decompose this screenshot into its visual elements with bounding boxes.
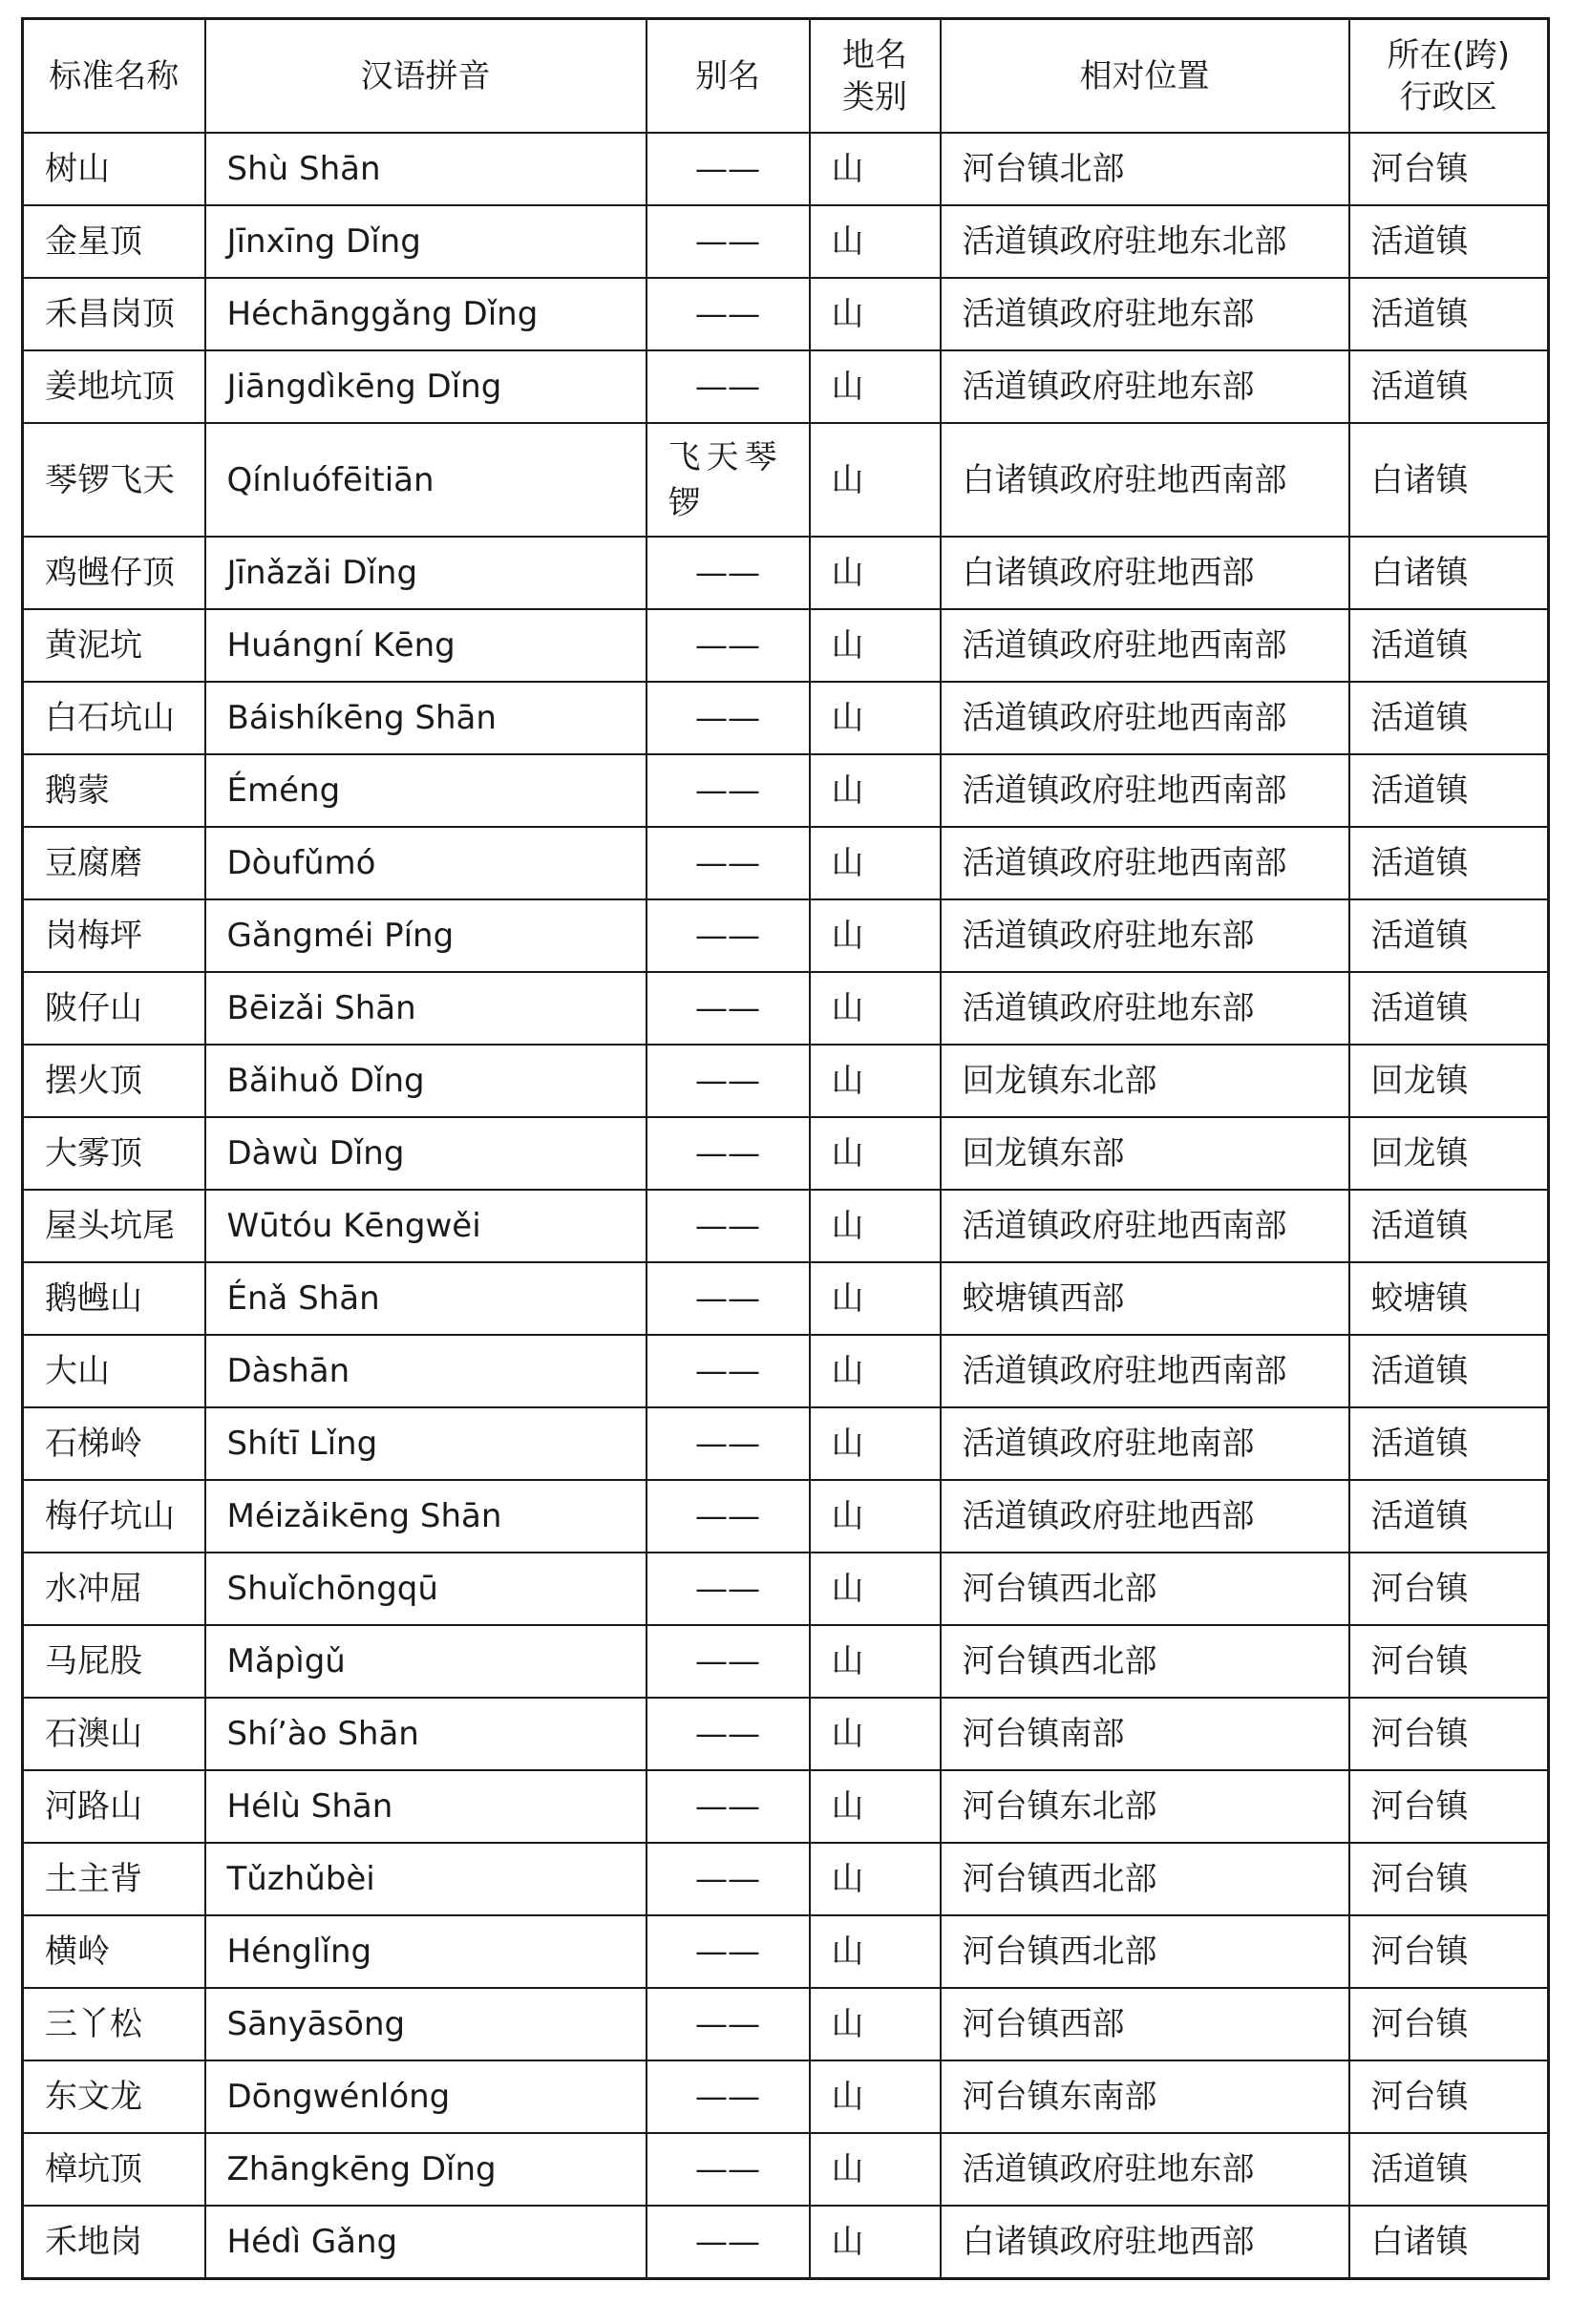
cell-standard-name: 东文龙 bbox=[23, 2060, 205, 2133]
cell-alias: —— bbox=[647, 133, 810, 205]
cell-pinyin: Jīnǎzǎi Dǐng bbox=[205, 537, 647, 609]
cell-pinyin: Hédì Gǎng bbox=[205, 2206, 647, 2279]
cell-relative-location: 活道镇政府驻地东部 bbox=[941, 2133, 1349, 2206]
cell-alias: —— bbox=[647, 1117, 810, 1190]
cell-pinyin: Báishíkēng Shān bbox=[205, 682, 647, 754]
cell-pinyin: Jīnxīng Dǐng bbox=[205, 205, 647, 278]
cell-administrative-division: 活道镇 bbox=[1349, 278, 1549, 350]
cell-standard-name: 鹅蒙 bbox=[23, 754, 205, 827]
cell-pinyin: Hénglǐng bbox=[205, 1915, 647, 1988]
cell-standard-name: 摆火顶 bbox=[23, 1045, 205, 1117]
table-row bbox=[23, 2060, 1549, 2133]
cell-alias: —— bbox=[647, 1625, 810, 1698]
cell-relative-location: 河台镇南部 bbox=[941, 1698, 1349, 1770]
cell-pinyin: Dàwù Dǐng bbox=[205, 1117, 647, 1190]
table-row bbox=[23, 899, 1549, 972]
cell-administrative-division: 河台镇 bbox=[1349, 1553, 1549, 1625]
cell-pinyin: Shuǐchōngqū bbox=[205, 1553, 647, 1625]
cell-relative-location: 活道镇政府驻地西南部 bbox=[941, 827, 1349, 899]
cell-standard-name: 樟坑顶 bbox=[23, 2133, 205, 2206]
header-division-line1: 所在(跨) bbox=[1387, 35, 1511, 74]
cell-relative-location: 河台镇西部 bbox=[941, 1988, 1349, 2060]
cell-administrative-division: 活道镇 bbox=[1349, 754, 1549, 827]
cell-relative-location: 活道镇政府驻地西南部 bbox=[941, 1190, 1349, 1262]
cell-category: 山 bbox=[810, 1843, 941, 1915]
table-row bbox=[23, 827, 1549, 899]
cell-standard-name: 岗梅坪 bbox=[23, 899, 205, 972]
cell-relative-location: 活道镇政府驻地西南部 bbox=[941, 609, 1349, 682]
cell-category: 山 bbox=[810, 350, 941, 423]
cell-pinyin: Hélù Shān bbox=[205, 1770, 647, 1843]
cell-alias: —— bbox=[647, 537, 810, 609]
cell-category: 山 bbox=[810, 1407, 941, 1480]
header-relative-location: 相对位置 bbox=[941, 19, 1349, 134]
cell-pinyin: Dòufǔmó bbox=[205, 827, 647, 899]
cell-pinyin: Jiāngdìkēng Dǐng bbox=[205, 350, 647, 423]
header-standard-name: 标准名称 bbox=[23, 19, 205, 134]
cell-relative-location: 河台镇西北部 bbox=[941, 1553, 1349, 1625]
cell-category: 山 bbox=[810, 2133, 941, 2206]
cell-pinyin: Énǎ Shān bbox=[205, 1262, 647, 1335]
cell-administrative-division: 河台镇 bbox=[1349, 133, 1549, 205]
cell-administrative-division: 白诸镇 bbox=[1349, 423, 1549, 537]
cell-alias: —— bbox=[647, 972, 810, 1045]
cell-administrative-division: 活道镇 bbox=[1349, 899, 1549, 972]
cell-category: 山 bbox=[810, 2206, 941, 2279]
cell-pinyin: Gǎngméi Píng bbox=[205, 899, 647, 972]
cell-category: 山 bbox=[810, 205, 941, 278]
cell-standard-name: 水冲屈 bbox=[23, 1553, 205, 1625]
cell-administrative-division: 河台镇 bbox=[1349, 2060, 1549, 2133]
table-row bbox=[23, 537, 1549, 609]
cell-alias: —— bbox=[647, 1698, 810, 1770]
cell-category: 山 bbox=[810, 1770, 941, 1843]
cell-standard-name: 河路山 bbox=[23, 1770, 205, 1843]
cell-alias: —— bbox=[647, 205, 810, 278]
table-row bbox=[23, 682, 1549, 754]
cell-standard-name: 禾昌岗顶 bbox=[23, 278, 205, 350]
cell-standard-name: 黄泥坑 bbox=[23, 609, 205, 682]
cell-standard-name: 屋头坑尾 bbox=[23, 1190, 205, 1262]
table-row bbox=[23, 350, 1549, 423]
cell-category: 山 bbox=[810, 133, 941, 205]
cell-pinyin: Wūtóu Kēngwěi bbox=[205, 1190, 647, 1262]
cell-alias: —— bbox=[647, 2206, 810, 2279]
cell-administrative-division: 活道镇 bbox=[1349, 205, 1549, 278]
table-row bbox=[23, 1335, 1549, 1407]
table-row bbox=[23, 972, 1549, 1045]
cell-pinyin: Dōngwénlóng bbox=[205, 2060, 647, 2133]
cell-pinyin: Shù Shān bbox=[205, 133, 647, 205]
cell-administrative-division: 活道镇 bbox=[1349, 972, 1549, 1045]
cell-alias: —— bbox=[647, 899, 810, 972]
table-row bbox=[23, 1117, 1549, 1190]
cell-pinyin: Zhāngkēng Dǐng bbox=[205, 2133, 647, 2206]
cell-alias: 飞天琴锣 bbox=[647, 423, 810, 537]
cell-alias: —— bbox=[647, 1407, 810, 1480]
cell-category: 山 bbox=[810, 1988, 941, 2060]
cell-relative-location: 活道镇政府驻地西南部 bbox=[941, 682, 1349, 754]
table-row bbox=[23, 1915, 1549, 1988]
cell-relative-location: 河台镇西北部 bbox=[941, 1843, 1349, 1915]
cell-pinyin: Bēizǎi Shān bbox=[205, 972, 647, 1045]
cell-alias: —— bbox=[647, 2133, 810, 2206]
cell-pinyin: Shítī Lǐng bbox=[205, 1407, 647, 1480]
cell-standard-name: 陂仔山 bbox=[23, 972, 205, 1045]
cell-administrative-division: 活道镇 bbox=[1349, 827, 1549, 899]
cell-relative-location: 活道镇政府驻地东部 bbox=[941, 972, 1349, 1045]
cell-alias: —— bbox=[647, 350, 810, 423]
table-body bbox=[23, 133, 1549, 2279]
table-row bbox=[23, 278, 1549, 350]
cell-alias: —— bbox=[647, 1262, 810, 1335]
cell-pinyin: Qínluófēitiān bbox=[205, 423, 647, 537]
cell-administrative-division: 回龙镇 bbox=[1349, 1045, 1549, 1117]
cell-relative-location: 河台镇东南部 bbox=[941, 2060, 1349, 2133]
cell-standard-name: 琴锣飞天 bbox=[23, 423, 205, 537]
cell-standard-name: 土主背 bbox=[23, 1843, 205, 1915]
table-row bbox=[23, 1480, 1549, 1553]
cell-pinyin: Mǎpìgǔ bbox=[205, 1625, 647, 1698]
cell-category: 山 bbox=[810, 682, 941, 754]
cell-administrative-division: 河台镇 bbox=[1349, 1770, 1549, 1843]
cell-standard-name: 三丫松 bbox=[23, 1988, 205, 2060]
cell-pinyin: Huángní Kēng bbox=[205, 609, 647, 682]
cell-standard-name: 树山 bbox=[23, 133, 205, 205]
cell-standard-name: 横岭 bbox=[23, 1915, 205, 1988]
cell-pinyin: Shí’ào Shān bbox=[205, 1698, 647, 1770]
table-row bbox=[23, 609, 1549, 682]
cell-relative-location: 白诸镇政府驻地西部 bbox=[941, 2206, 1349, 2279]
cell-category: 山 bbox=[810, 754, 941, 827]
cell-category: 山 bbox=[810, 1335, 941, 1407]
table-row bbox=[23, 1770, 1549, 1843]
table-row bbox=[23, 423, 1549, 537]
header-alias: 别名 bbox=[647, 19, 810, 134]
cell-standard-name: 马屁股 bbox=[23, 1625, 205, 1698]
cell-standard-name: 白石坑山 bbox=[23, 682, 205, 754]
cell-alias: —— bbox=[647, 1915, 810, 1988]
cell-relative-location: 活道镇政府驻地东部 bbox=[941, 899, 1349, 972]
table-row bbox=[23, 1843, 1549, 1915]
cell-category: 山 bbox=[810, 2060, 941, 2133]
cell-relative-location: 河台镇北部 bbox=[941, 133, 1349, 205]
cell-relative-location: 活道镇政府驻地东部 bbox=[941, 350, 1349, 423]
cell-alias: —— bbox=[647, 1770, 810, 1843]
cell-relative-location: 活道镇政府驻地东北部 bbox=[941, 205, 1349, 278]
header-administrative-division bbox=[1349, 19, 1549, 134]
table-row bbox=[23, 1262, 1549, 1335]
cell-standard-name: 姜地坑顶 bbox=[23, 350, 205, 423]
cell-alias: —— bbox=[647, 278, 810, 350]
cell-category: 山 bbox=[810, 1262, 941, 1335]
cell-standard-name: 豆腐磨 bbox=[23, 827, 205, 899]
cell-alias: —— bbox=[647, 1335, 810, 1407]
cell-relative-location: 白诸镇政府驻地西部 bbox=[941, 537, 1349, 609]
cell-administrative-division: 河台镇 bbox=[1349, 1988, 1549, 2060]
cell-relative-location: 活道镇政府驻地西南部 bbox=[941, 1335, 1349, 1407]
cell-relative-location: 活道镇政府驻地西部 bbox=[941, 1480, 1349, 1553]
table-row bbox=[23, 205, 1549, 278]
cell-administrative-division: 河台镇 bbox=[1349, 1915, 1549, 1988]
cell-relative-location: 活道镇政府驻地南部 bbox=[941, 1407, 1349, 1480]
header-row bbox=[23, 19, 1549, 134]
cell-administrative-division: 活道镇 bbox=[1349, 1335, 1549, 1407]
cell-relative-location: 回龙镇东北部 bbox=[941, 1045, 1349, 1117]
cell-alias: —— bbox=[647, 1045, 810, 1117]
cell-alias: —— bbox=[647, 609, 810, 682]
cell-administrative-division: 河台镇 bbox=[1349, 1698, 1549, 1770]
cell-administrative-division: 活道镇 bbox=[1349, 2133, 1549, 2206]
table-row bbox=[23, 1190, 1549, 1262]
cell-administrative-division: 河台镇 bbox=[1349, 1625, 1549, 1698]
cell-relative-location: 回龙镇东部 bbox=[941, 1117, 1349, 1190]
table-row bbox=[23, 1553, 1549, 1625]
cell-category: 山 bbox=[810, 1553, 941, 1625]
cell-pinyin: Bǎihuǒ Dǐng bbox=[205, 1045, 647, 1117]
cell-category: 山 bbox=[810, 1915, 941, 1988]
cell-administrative-division: 回龙镇 bbox=[1349, 1117, 1549, 1190]
cell-administrative-division: 活道镇 bbox=[1349, 1190, 1549, 1262]
cell-administrative-division: 活道镇 bbox=[1349, 682, 1549, 754]
cell-standard-name: 禾地岗 bbox=[23, 2206, 205, 2279]
cell-alias: —— bbox=[647, 1190, 810, 1262]
cell-category: 山 bbox=[810, 1480, 941, 1553]
place-names-table-wrapper bbox=[21, 17, 1550, 2280]
cell-administrative-division: 活道镇 bbox=[1349, 350, 1549, 423]
cell-category: 山 bbox=[810, 1117, 941, 1190]
cell-category: 山 bbox=[810, 1190, 941, 1262]
table-row bbox=[23, 1698, 1549, 1770]
cell-administrative-division: 活道镇 bbox=[1349, 1480, 1549, 1553]
cell-relative-location: 活道镇政府驻地西南部 bbox=[941, 754, 1349, 827]
cell-pinyin: Éméng bbox=[205, 754, 647, 827]
cell-administrative-division: 白诸镇 bbox=[1349, 2206, 1549, 2279]
cell-alias: —— bbox=[647, 1480, 810, 1553]
cell-relative-location: 蛟塘镇西部 bbox=[941, 1262, 1349, 1335]
cell-standard-name: 鹅乸山 bbox=[23, 1262, 205, 1335]
header-division-line2: 行政区 bbox=[1399, 77, 1497, 116]
table-row bbox=[23, 133, 1549, 205]
cell-administrative-division: 活道镇 bbox=[1349, 1407, 1549, 1480]
cell-pinyin: Tǔzhǔbèi bbox=[205, 1843, 647, 1915]
cell-pinyin: Méizǎikēng Shān bbox=[205, 1480, 647, 1553]
cell-category: 山 bbox=[810, 1698, 941, 1770]
table-header bbox=[23, 19, 1549, 134]
cell-category: 山 bbox=[810, 423, 941, 537]
cell-alias: —— bbox=[647, 682, 810, 754]
cell-standard-name: 大雾顶 bbox=[23, 1117, 205, 1190]
cell-relative-location: 河台镇西北部 bbox=[941, 1625, 1349, 1698]
cell-standard-name: 金星顶 bbox=[23, 205, 205, 278]
cell-standard-name: 鸡乸仔顶 bbox=[23, 537, 205, 609]
cell-relative-location: 河台镇西北部 bbox=[941, 1915, 1349, 1988]
table-row bbox=[23, 1988, 1549, 2060]
cell-alias: —— bbox=[647, 1988, 810, 2060]
cell-pinyin: Dàshān bbox=[205, 1335, 647, 1407]
table-row bbox=[23, 2206, 1549, 2279]
cell-pinyin: Héchānggǎng Dǐng bbox=[205, 278, 647, 350]
table-row bbox=[23, 1045, 1549, 1117]
cell-administrative-division: 蛟塘镇 bbox=[1349, 1262, 1549, 1335]
cell-category: 山 bbox=[810, 827, 941, 899]
place-names-table bbox=[21, 17, 1550, 2280]
cell-category: 山 bbox=[810, 537, 941, 609]
table-row bbox=[23, 754, 1549, 827]
header-category-line2: 类别 bbox=[842, 77, 907, 116]
cell-alias: —— bbox=[647, 827, 810, 899]
cell-administrative-division: 白诸镇 bbox=[1349, 537, 1549, 609]
cell-standard-name: 石梯岭 bbox=[23, 1407, 205, 1480]
table-row bbox=[23, 2133, 1549, 2206]
cell-category: 山 bbox=[810, 899, 941, 972]
cell-alias: —— bbox=[647, 1553, 810, 1625]
cell-standard-name: 石澳山 bbox=[23, 1698, 205, 1770]
cell-category: 山 bbox=[810, 609, 941, 682]
cell-category: 山 bbox=[810, 972, 941, 1045]
cell-relative-location: 活道镇政府驻地东部 bbox=[941, 278, 1349, 350]
cell-alias: —— bbox=[647, 1843, 810, 1915]
cell-relative-location: 白诸镇政府驻地西南部 bbox=[941, 423, 1349, 537]
cell-alias: —— bbox=[647, 2060, 810, 2133]
cell-category: 山 bbox=[810, 1625, 941, 1698]
cell-administrative-division: 河台镇 bbox=[1349, 1843, 1549, 1915]
cell-category: 山 bbox=[810, 278, 941, 350]
table-row bbox=[23, 1625, 1549, 1698]
header-pinyin: 汉语拼音 bbox=[205, 19, 647, 134]
cell-category: 山 bbox=[810, 1045, 941, 1117]
table-row bbox=[23, 1407, 1549, 1480]
cell-relative-location: 河台镇东北部 bbox=[941, 1770, 1349, 1843]
cell-administrative-division: 活道镇 bbox=[1349, 609, 1549, 682]
cell-alias: —— bbox=[647, 754, 810, 827]
cell-standard-name: 大山 bbox=[23, 1335, 205, 1407]
header-category-line1: 地名 bbox=[842, 35, 907, 74]
header-category bbox=[810, 19, 941, 134]
cell-pinyin: Sānyāsōng bbox=[205, 1988, 647, 2060]
cell-standard-name: 梅仔坑山 bbox=[23, 1480, 205, 1553]
